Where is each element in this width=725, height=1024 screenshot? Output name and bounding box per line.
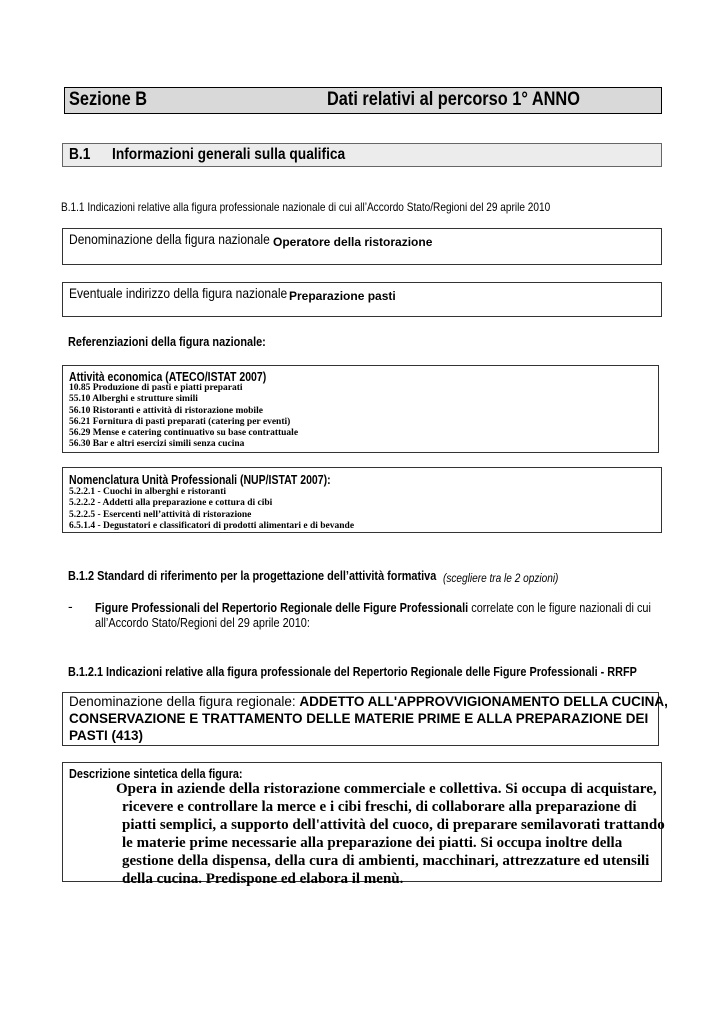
b12-note: (scegliere tra le 2 opzioni) bbox=[443, 571, 559, 585]
description-line: ricevere e controllare la merce e i cibi freschi, di collaborare alla preparazione di bbox=[122, 799, 637, 815]
list-item: 5.2.2.5 - Esercenti nell’attività di ristorazione bbox=[69, 509, 252, 520]
description-line: Opera in aziende della ristorazione commerciale e collettiva. Si occupa di acquistare, bbox=[116, 781, 657, 797]
subsection-title: Informazioni generali sulla qualifica bbox=[112, 146, 346, 163]
list-item: 56.10 Ristoranti e attività di ristorazione mobile bbox=[69, 405, 263, 416]
list-item: 56.29 Mense e catering continuativo su base contrattuale bbox=[69, 428, 299, 439]
description-line: gestione della dispensa, della cura di ambienti, macchinari, attrezzature ed utensili bbox=[122, 853, 650, 869]
nup-list bbox=[69, 487, 354, 532]
regional-label: Denominazione della figura regionale: bbox=[69, 694, 296, 709]
description-line: piatti semplici, a supporto dell'attività del cuoco, di preparare semilavorati trattando bbox=[122, 817, 665, 833]
description-box bbox=[62, 762, 665, 887]
nup-box bbox=[62, 467, 662, 533]
national-address-value: Preparazione pasti bbox=[289, 289, 396, 303]
option-rest: correlate con le figure nazionali di cui bbox=[468, 600, 651, 615]
regional-figure-box bbox=[62, 692, 668, 746]
b11-text: B.1.1 Indicazioni relative alla figura professionale nazionale di cui all’Accordo Stato/Regioni del 29 aprile 2010 bbox=[61, 200, 551, 214]
description-body bbox=[63, 780, 665, 888]
b12-title: B.1.2 Standard di riferimento per la progettazione dell’attività formativa bbox=[68, 568, 437, 583]
b12-heading bbox=[68, 567, 506, 585]
list-item: 5.2.2.1 - Cuochi in alberghi e ristoranti bbox=[69, 487, 227, 497]
national-address-box bbox=[62, 282, 662, 317]
referenze-title-text: Referenziazioni della figura nazionale: bbox=[68, 334, 266, 349]
list-item: 6.5.1.4 - Degustatori e classificatori di prodotti alimentari e di bevande bbox=[69, 520, 355, 531]
description-line: le materie prime necessarie alla preparazione dei piatti. Si occupa inoltre della bbox=[122, 835, 623, 851]
description-title: Descrizione sintetica della figura: bbox=[69, 766, 243, 781]
national-address-label: Eventuale indirizzo della figura nazionale bbox=[69, 285, 288, 301]
list-item: 56.21 Fornitura di pasti preparati (catering per eventi) bbox=[69, 416, 291, 427]
description-line: della cucina. Predispone ed elabora il menù. bbox=[122, 871, 404, 887]
list-item: 5.2.2.2 - Addetti alla preparazione e cottura di cibi bbox=[69, 498, 273, 509]
b12-note-wrap bbox=[443, 569, 580, 587]
ateco-title: Attività economica (ATECO/ISTAT 2007) bbox=[69, 370, 267, 384]
national-figure-label: Denominazione della figura nazionale bbox=[69, 231, 270, 247]
ateco-box bbox=[62, 365, 659, 453]
option-line-1-text bbox=[95, 600, 651, 615]
ateco-list bbox=[69, 383, 298, 451]
regional-value-3: PASTI (413) bbox=[69, 728, 144, 743]
regional-value-1: ADDETTO ALL'APPROVVIGIONAMENTO DELLA CUCINA, bbox=[299, 694, 668, 709]
b11-paragraph bbox=[61, 198, 643, 216]
option-dash bbox=[68, 598, 73, 616]
list-item: 10.85 Produzione di pasti e piatti preparati bbox=[69, 383, 243, 393]
option-bold: Figure Professionali del Repertorio Regionale delle Figure Professionali bbox=[95, 600, 469, 615]
nup-title: Nomenclatura Unità Professionali (NUP/ISTAT 2007): bbox=[69, 473, 331, 487]
list-item: 56.30 Bar e altri esercizi simili senza cucina bbox=[69, 439, 245, 450]
option-line-2 bbox=[95, 614, 351, 632]
list-item: 55.10 Alberghi e strutture simili bbox=[69, 394, 198, 405]
subsection-number: B.1 bbox=[69, 146, 91, 163]
section-title: Dati relativi al percorso 1° ANNO bbox=[327, 89, 580, 110]
national-figure-value: Operatore della ristorazione bbox=[273, 235, 433, 249]
subsection-header bbox=[62, 143, 662, 167]
section-header bbox=[64, 87, 662, 114]
b121-heading bbox=[68, 663, 725, 681]
b121-title: B.1.2.1 Indicazioni relative alla figura professionale del Repertorio Regionale delle Figure Professionali - RRFP bbox=[68, 664, 637, 679]
section-label: Sezione B bbox=[69, 89, 148, 110]
option-dash-text: - bbox=[68, 598, 73, 614]
option-line-2-text: all’Accordo Stato/Regioni del 29 aprile 2010: bbox=[95, 615, 310, 630]
referenze-title bbox=[68, 333, 304, 351]
regional-value-2: CONSERVAZIONE E TRATTAMENTO DELLE MATERIE PRIME E ALLA PREPARAZIONE DEI bbox=[69, 711, 649, 726]
national-figure-box bbox=[62, 228, 662, 265]
